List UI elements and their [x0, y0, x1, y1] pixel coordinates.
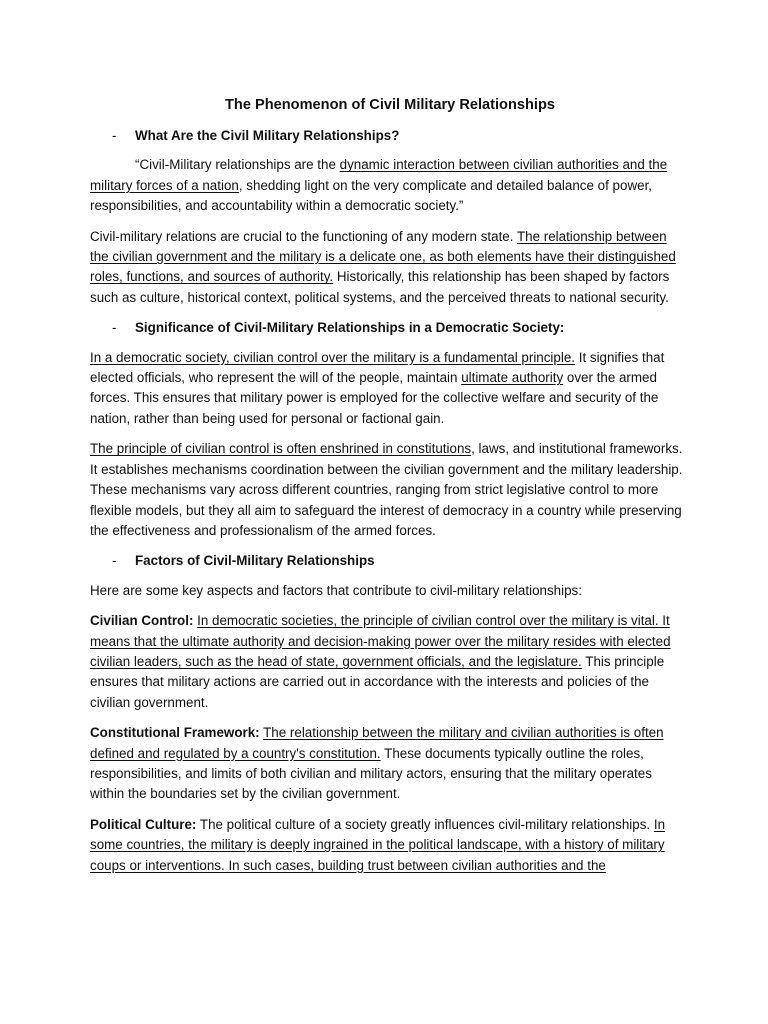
- section-heading-what-are: [90, 126, 684, 146]
- factor-civilian-control: [90, 611, 684, 713]
- text-run: This principle ensures that military actions are carried out in accordance with the interests and policies of the civilian government.: [90, 653, 665, 710]
- paragraph-factors-intro: Here are some key aspects and factors that contribute to civil-military relationships:: [90, 582, 582, 598]
- text-run: The political culture of a society greatly influences civil-military relationships.: [196, 816, 654, 832]
- underlined-text: In democratic societies, the principle of civilian control over the military is vital. It means that the ultimate authority and decision-making power over the military resides with elected civilian leaders, such as the head of state, government officials, and the legislature.: [90, 613, 671, 669]
- underlined-text: The principle of civilian control is often enshrined in constitutions: [90, 441, 472, 457]
- factor-constitutional-framework: [90, 723, 684, 805]
- paragraph-constitutions: [90, 439, 684, 541]
- underlined-text: In some countries, the military is deeply ingrained in the political landscape, with a history of military coups or interventions. In such cases, building trust between civilian authorities and the: [90, 816, 666, 873]
- text-run: , laws, and institutional frameworks. It establishes mechanisms coordination between the civilian government and the military leadership. These mechanisms vary across different countries, ranging from strict legislative control to more flexible models, but they all aim to safeguard the interest of democracy in a country while preserving the effectiveness and professionalism of the armed forces.: [90, 441, 683, 538]
- underlined-text: dynamic interaction between civilian authorities and the military forces of a nation: [90, 157, 668, 193]
- bullet-dash: -: [112, 553, 117, 569]
- bullet-dash: -: [112, 128, 117, 143]
- underlined-text: The relationship between the military and civilian authorities is often defined and regulated by a country's constitution.: [90, 725, 664, 761]
- paragraph-civilian-control-principle: [90, 348, 684, 430]
- factor-label: Civilian Control:: [90, 613, 194, 629]
- text-run: Civil-military relations are crucial to the functioning of any modern state.: [90, 228, 517, 244]
- section-heading-text: Factors of Civil-Military Relationships: [135, 553, 375, 569]
- paragraph-civil-military-relations: [90, 227, 684, 309]
- section-heading-text: Significance of Civil-Military Relationships in a Democratic Society:: [135, 320, 565, 336]
- text-run: , shedding light on the very complicate and detailed balance of power, responsibilities, and accountability within a democratic society.”: [90, 177, 653, 214]
- text-run: Historically, this relationship has been shaped by factors such as culture, historical context, political systems, and the perceived threats to national security.: [90, 269, 670, 305]
- factor-label: Constitutional Framework:: [90, 725, 260, 741]
- bullet-dash: -: [112, 320, 117, 336]
- factor-political-culture: [90, 815, 684, 876]
- section-heading-factors: [90, 551, 684, 571]
- text-run: over the armed forces. This ensures that military power is employed for the collective welfare and security of the nation, rather than being used for personal or factional gain.: [90, 370, 659, 426]
- underlined-text: The relationship between the civilian government and the military is a delicate one, as both elements have their distinguished roles, functions, and sources of authority.: [90, 228, 676, 285]
- document-title: The Phenomenon of Civil Military Relationships: [224, 97, 556, 113]
- underlined-text: In a democratic society, civilian control over the military is a fundamental principle.: [90, 349, 575, 365]
- definition-quote: [90, 155, 684, 216]
- factor-label: Political Culture:: [90, 816, 197, 832]
- text-run: “Civil-Military relationships are the: [135, 157, 340, 173]
- underlined-text: ultimate authority: [461, 370, 564, 386]
- section-heading-significance: [90, 318, 684, 338]
- text-run: These documents typically outline the roles, responsibilities, and limits of both civilian and military actors, ensuring that the military operates within the boundaries set by the civilian government.: [90, 745, 652, 802]
- text-run: It signifies that elected officials, who represent the will of the people, maintain: [90, 349, 665, 386]
- section-heading-text: What Are the Civil Military Relationships?: [135, 128, 400, 143]
